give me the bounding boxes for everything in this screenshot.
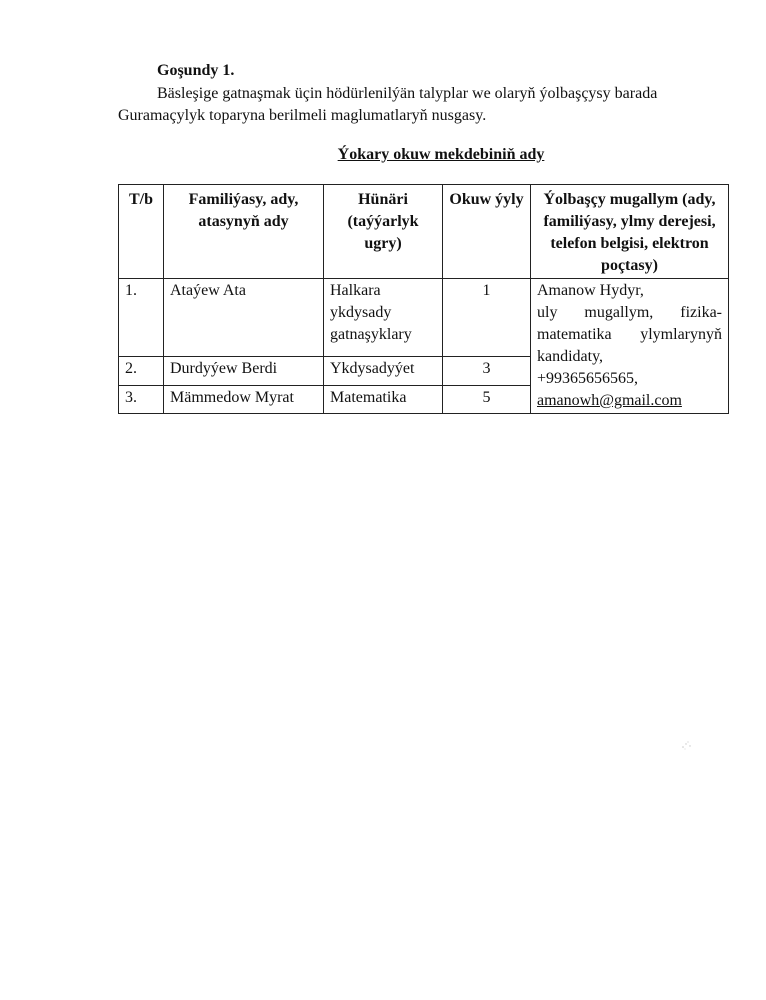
scan-speck-mark [680, 738, 694, 752]
row-num: 3. [119, 385, 164, 413]
student-year: 1 [443, 279, 531, 357]
header-name: Familiýasy, ady, atasynyň ady [164, 185, 324, 279]
header-year: Okuw ýyly [443, 185, 531, 279]
supervisor-title: uly mugallym, fizika-matematika ylymlarynyň kandidaty, [537, 304, 722, 365]
student-year: 3 [443, 357, 531, 385]
student-year: 5 [443, 385, 531, 413]
row-num: 2. [119, 357, 164, 385]
student-specialty: Matematika [324, 385, 443, 413]
table-row [119, 279, 729, 357]
student-name: Mämmedow Myrat [164, 385, 324, 413]
header-num: T/b [119, 185, 164, 279]
supervisor-phone: +99365656565, [537, 370, 639, 387]
intro-paragraph: Bäsleşige gatnaşmak üçin hödürlenilýän talyplar we olaryň ýolbaşçysy barada Guramaçylyk toparyna berilmeli maglumatlaryň nusgasy. [118, 85, 658, 124]
student-name: Ataýew Ata [164, 279, 324, 357]
student-specialty: Ykdysadyýet [324, 357, 443, 385]
supervisor-name: Amanow Hydyr, [537, 282, 644, 299]
supervisor-cell [531, 279, 729, 414]
student-specialty: Halkara ykdysady gatnaşyklary [324, 279, 443, 357]
university-title: Ýokary okuw mekdebiniň ady [337, 146, 545, 163]
header-supervisor: Ýolbaşçy mugallym (ady, familiýasy, ylmy derejesi, telefon belgisi, elektron poçtasy) [531, 185, 729, 279]
supervisor-email[interactable]: amanowh@gmail.com [537, 392, 682, 409]
student-name: Durdyýew Berdi [164, 357, 324, 385]
appendix-heading: Goşundy 1. [157, 62, 235, 79]
table-header-row [119, 185, 729, 279]
students-table [118, 184, 729, 414]
row-num: 1. [119, 279, 164, 357]
header-specialty: Hünäri (taýýarlyk ugry) [324, 185, 443, 279]
